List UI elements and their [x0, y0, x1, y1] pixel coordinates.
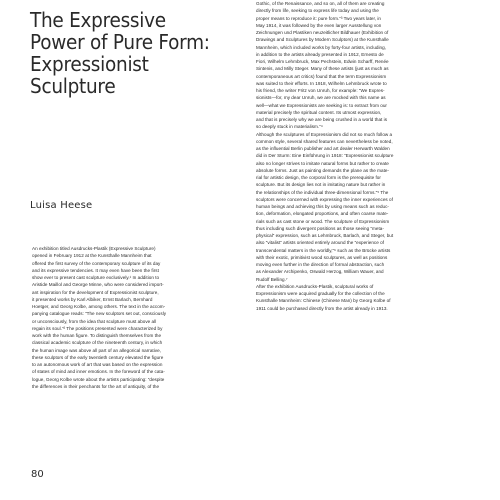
page-number: 80 [31, 469, 44, 480]
text-line: Gothic, of the Renaissance, and so on, all of them are creating [256, 1, 385, 6]
text-line: directly from life, seeking to express life today and using the [256, 8, 379, 14]
text-line: human beings and achieving this by using means such as reduc- [256, 204, 389, 209]
text-line: sculpture. But its design lies not in imitating nature but rather in [256, 182, 386, 188]
text-line: the differences in their penchants for the art of antiquity, of the [32, 383, 160, 389]
text-line: After the exhibition Ausdrucks-Plastik, sculptural works of [256, 283, 374, 289]
text-line: the human image was above all part of an allegorical narrative, [32, 347, 161, 353]
text-line: transcendental matters in the worldly,”⁶ such as the Brücke artists [256, 247, 391, 253]
text-line: Mannheim, which included works by forty-four artists, including, [256, 44, 386, 50]
text-line: tion, deformation, elongated proportions, and often coarse mate- [256, 211, 389, 217]
text-line: opened in February 1912 at the Kunsthalle Mannheim that [32, 253, 152, 259]
body-text-right-column [256, 0, 450, 312]
text-line: so deeply stuck in materialism.”⁴ [256, 124, 323, 130]
text-line: sculptors were concerned with expressing the inner experiences of [256, 196, 393, 202]
body-text-left-column [32, 245, 226, 390]
text-line: sionists—for, my dear Unruh, we are mocked with this name as [256, 95, 386, 101]
title-line: Expressionist [30, 52, 149, 76]
text-line: contemporaneous art critics) found that the term Expressionism [256, 73, 387, 79]
text-line: Fiori, Wilhelm Lehmbruck, Max Pechstein, Edwin Scharff, Renée [256, 59, 389, 64]
text-line: common style, several shared features can nevertheless be noted, [256, 138, 393, 144]
text-line: Expressionism were acquired gradually for the collection of the [256, 291, 385, 296]
text-line: May 1914, it was followed by the even larger Ausstellung von [256, 22, 382, 28]
article-title [30, 9, 242, 97]
text-line: physical” expression, such as Lehmbruck, Barlach, and Steger, but [256, 233, 394, 238]
text-line: his friend, the writer Fritz von Unruh, for example: “We Expres- [256, 88, 385, 93]
text-line: the relationships of the individual three-dimensional forms.”⁵ The [256, 189, 389, 195]
text-line: Although the sculptures of Expressionism did not so much follow a [256, 131, 393, 137]
text-line: absolute forms. Just as painting demands the plane as the mate- [256, 167, 390, 173]
text-line: Rudolf Belling.⁷ [256, 276, 288, 282]
text-line: panying catalogue reads: “The new sculptors set out, consciously [32, 311, 167, 317]
text-line: Hoetger, and Georg Kolbe, among others. The text in the accom- [32, 304, 166, 309]
text-line: work with the human figure. To distinguish themselves from the [32, 333, 162, 338]
text-line: in addition to the artists already presented in 1912, Ernesto de [256, 51, 384, 57]
text-line: also no longer strives to imitate natural forms but rather to create [256, 160, 389, 166]
text-line: did in Der Sturm: Eine Einführung in 1918: “Expressionist sculpture [256, 153, 394, 159]
text-line: as Alexander Archipenko, Oswald Herzog, William Wauer, and [256, 269, 384, 275]
text-line: material precisely the spiritual content. Its utmost expression, [256, 109, 382, 115]
title-line: The Expressive [30, 8, 166, 32]
text-line: to an autonomous work of art that was based on the expression [32, 362, 163, 367]
text-line: was suited to their efforts. In 1918, Wilhelm Lehmbruck wrote to [256, 80, 387, 86]
text-line: and that is precisely why we are being crushed in a world that is [256, 117, 388, 122]
text-line: proper means to reproduce it: pure form.”³ Two years later, in [256, 15, 381, 21]
text-line: regain its soul.”² The positions presented were characterized by [32, 325, 163, 331]
text-line: these sculptors of the early twentieth century elevated the figure [32, 354, 164, 360]
text-line: thus including such divergent positions as those seeing “meta- [256, 225, 384, 231]
text-line: as the influential Berlin publisher and art dealer Herwarth Walden [256, 146, 390, 151]
text-line: offered the first survey of the contemporary sculpture of its day [32, 260, 161, 266]
text-line: Drawings and Sculptures by Modern Sculptors) at the Kunsthalle [256, 37, 389, 43]
text-line: 1911 could be purchased directly from the artist already in 1913. [256, 305, 388, 311]
text-line: rials such as cast stone or wood. The sculpture of Expressionism [256, 218, 390, 224]
title-line: Power of Pure Form: [30, 30, 210, 54]
text-line: of states of mind and inner emotions. In the foreword of the cata- [32, 369, 165, 375]
title-line: Sculpture [30, 74, 116, 98]
text-line: with their exotic, primitivist wood sculptures, as well as positions [256, 254, 388, 260]
text-line: Aristide Maillol and George Minne, who were considered import- [32, 282, 164, 288]
text-line: and its expressive tendencies. It may even have been the first [32, 267, 159, 273]
text-line: ant inspiration for the development of Expressionist sculpture, [32, 289, 159, 295]
text-line: Sintenis, and Milly Steger. Many of these artists (just as much as [256, 66, 389, 72]
text-line: show ever to present cast sculpture exclusively.¹ In addition to [32, 275, 160, 280]
text-line: it presented works by Karl Albiker, Ernst Barlach, Bernhard [32, 296, 153, 302]
text-line: classical academic sculpture of the nineteenth century, in which [32, 340, 163, 346]
text-line: An exhibition titled Ausdrucks-Plastik (Expressive Sculpture) [32, 246, 156, 251]
author-name: Luisa Heese [30, 200, 93, 211]
text-line: logue, Georg Kolbe wrote about the artists participating: “despite [32, 376, 165, 382]
text-line: rial for artistic design, the corporal form is the prerequisite for [256, 175, 381, 180]
text-line: Zeichnungen und Plastiken neuzeitlicher Bildhauer (Exhibition of [256, 30, 389, 35]
text-line: also “vitalist” artists oriented entirely around the “experience of [256, 240, 384, 246]
text-line: moving even further in the direction of formal abstraction, such [256, 262, 385, 267]
text-line: or unconsciously, from the idea that sculpture must above all [32, 318, 157, 324]
text-line: Kunsthalle Mannheim: Chinese (Chinese Man) by Georg Kolbe of [256, 298, 391, 304]
text-line: well—what we Expressionists are seeking is: to extract from our [256, 102, 387, 108]
